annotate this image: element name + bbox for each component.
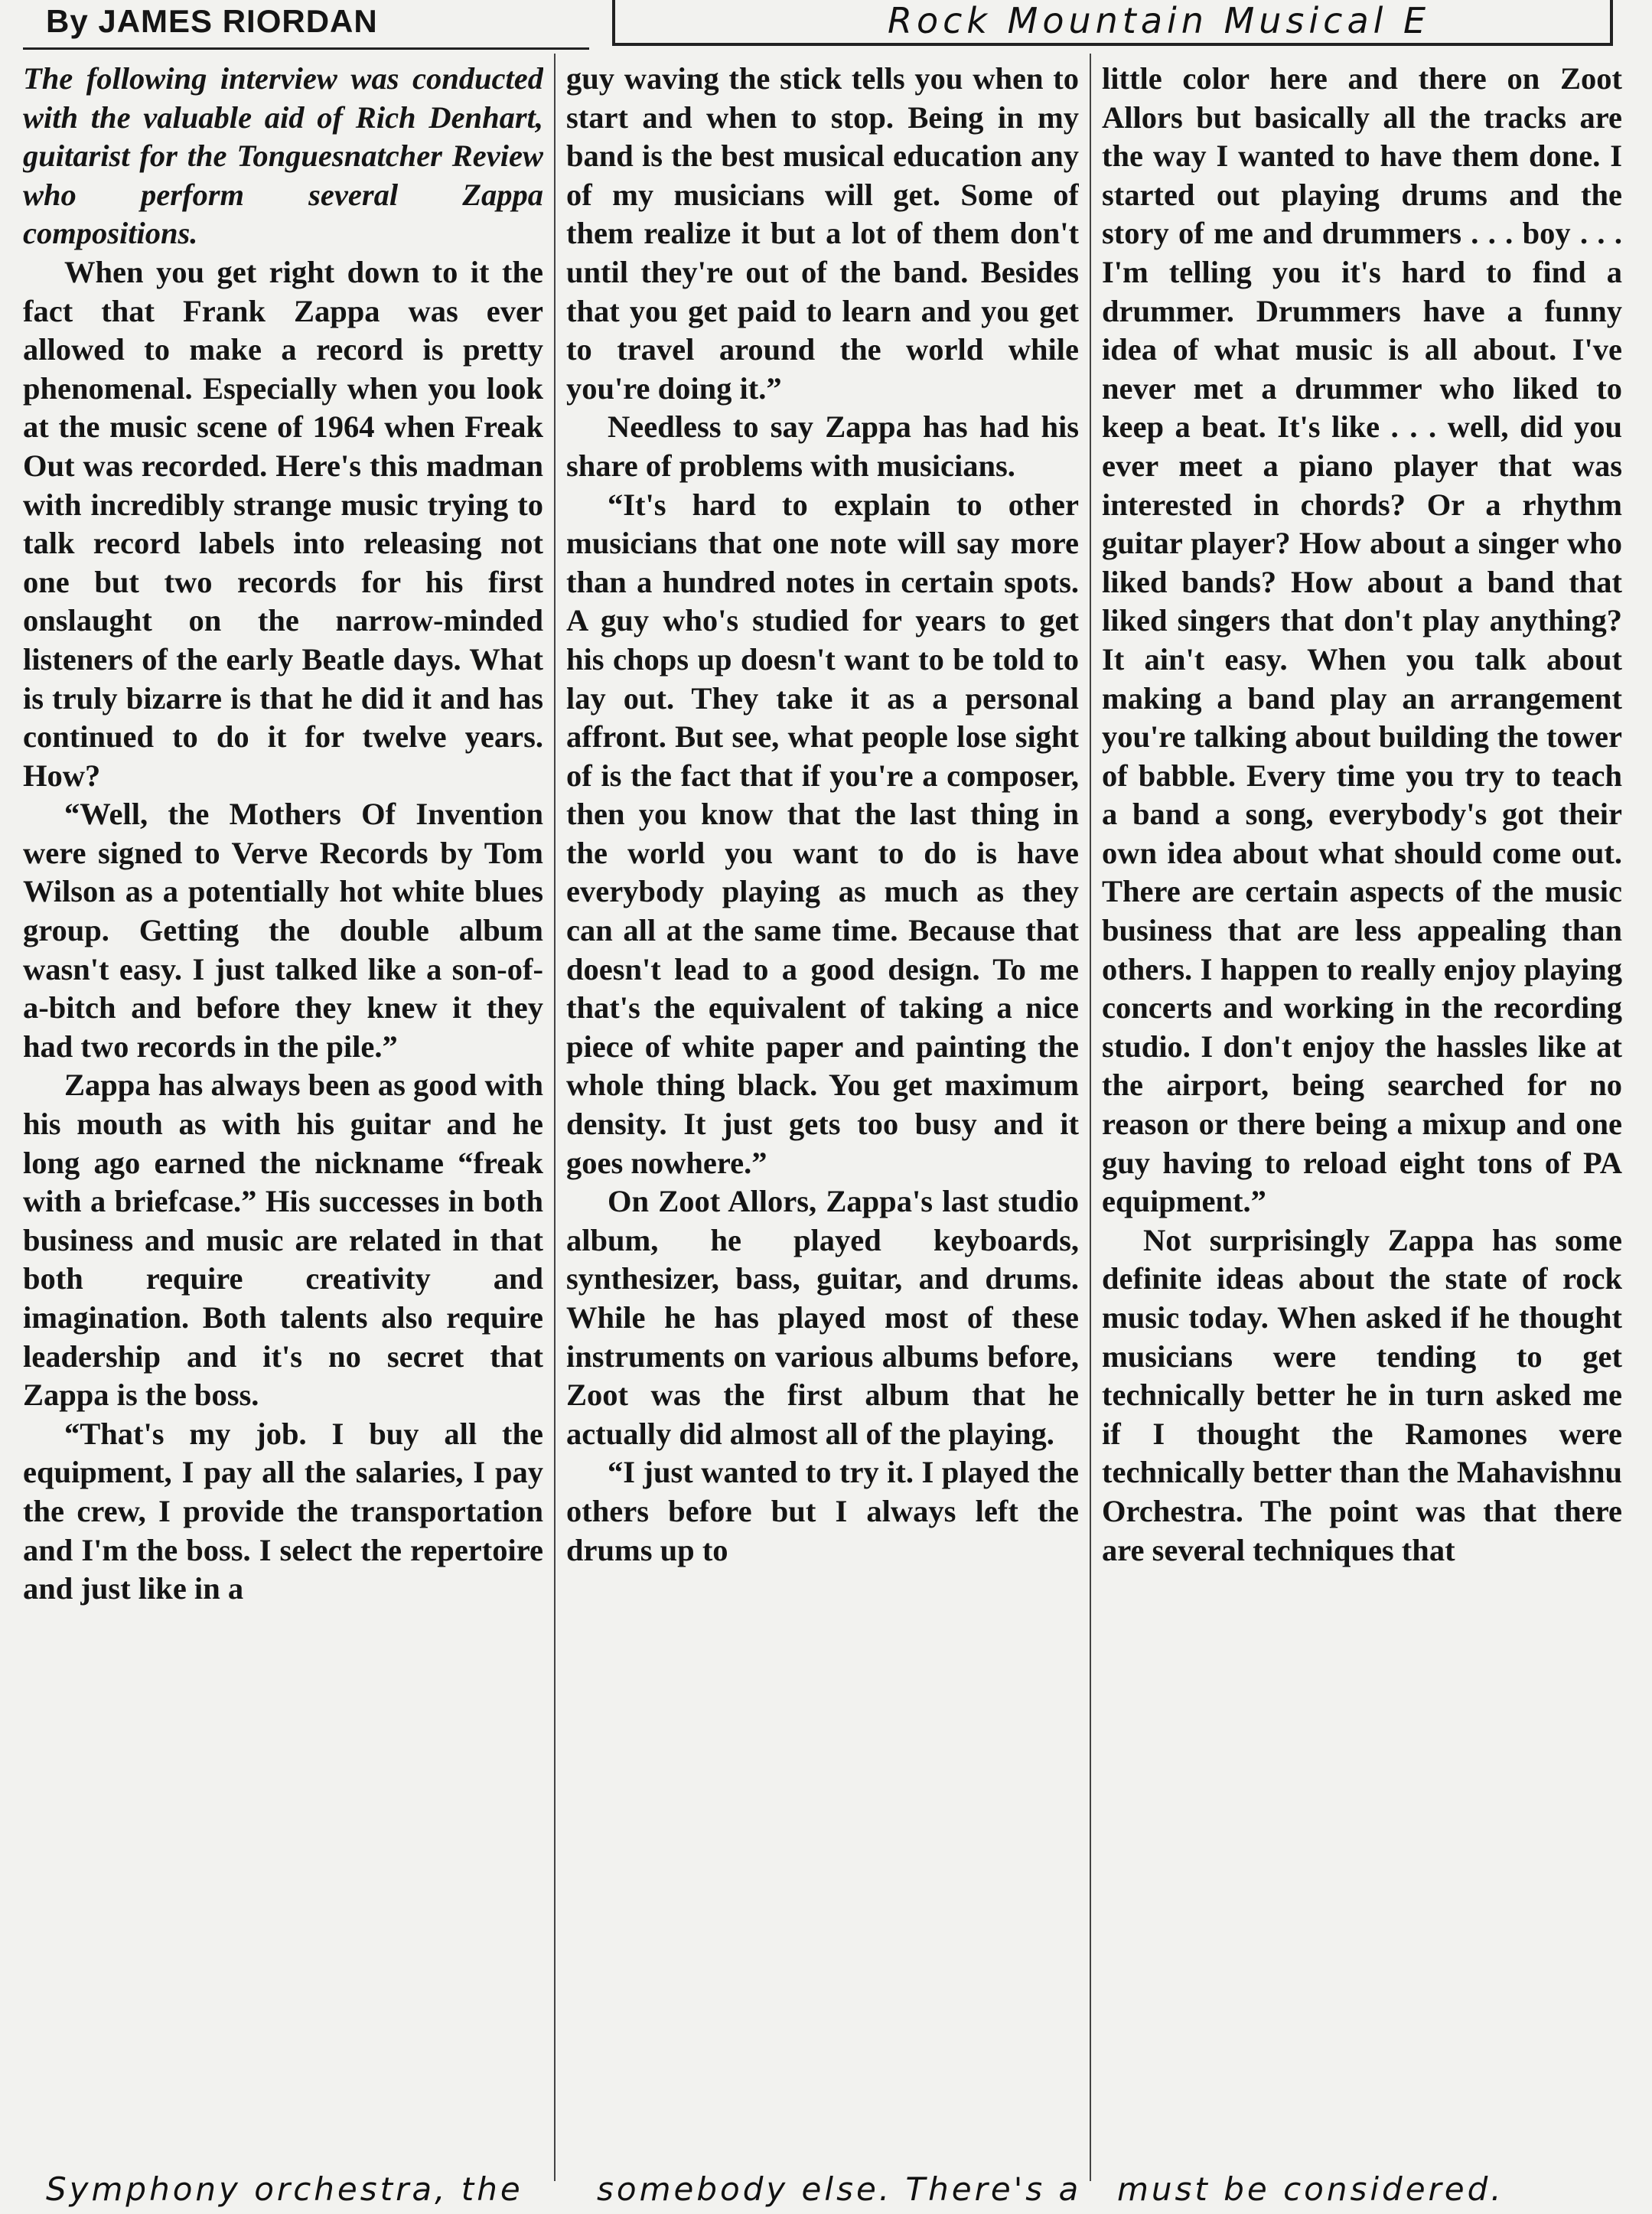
handwritten-footer-col1: Symphony orchestra, the bbox=[46, 2170, 523, 2208]
article-column-2 bbox=[566, 60, 1079, 2157]
intro-paragraph: The following interview was conducted with the valuable aid of Rich Denhart, guitarist for the Tonguesnatcher Review who perform several Zappa compositions. bbox=[23, 61, 543, 251]
byline: By JAMES RIORDAN bbox=[46, 3, 378, 39]
article-paragraph: “It's hard to explain to other musicians that one note will say more than a hundred notes in certain spots. A guy who's studied for years to get his chops up doesn't want to be told to lay out. They take it as a personal affront. But see, what people lose sight of is the fact that if you're a composer, then you know that the last thing in the world you want to do is have everybody playing as much as they can all at the same time. Because that doesn't lead to a good design. To me that's the equivalent of taking a nice piece of white paper and painting the whole thing black. You get maximum density. It just gets too busy and it goes nowhere.” bbox=[566, 487, 1079, 1180]
column-divider bbox=[554, 54, 556, 2181]
article-paragraph: Needless to say Zappa has had his share of problems with musicians. bbox=[566, 409, 1079, 483]
handwritten-footer-col3: must be considered. bbox=[1117, 2170, 1504, 2208]
article-paragraph: On Zoot Allors, Zappa's last studio album, he played keyboards, synthesizer, bass, guitar, and drums. While he has played most of these instruments on various albums before, Zoot was the first album that he actually did almost all of the playing. bbox=[566, 1184, 1079, 1451]
article-paragraph: “That's my job. I buy all the equipment, I pay all the salaries, I pay the crew, I provide the transportation and I'm the boss. I select the repertoire and just like in a bbox=[23, 1416, 543, 1606]
handwritten-title: Rock Mountain Musical E bbox=[888, 0, 1431, 41]
column-divider bbox=[1090, 54, 1091, 2181]
article-column-1 bbox=[23, 60, 543, 2157]
article-paragraph: “I just wanted to try it. I played the others before but I always left the drums up to bbox=[566, 1455, 1079, 1567]
handwritten-footer bbox=[31, 2170, 1630, 2213]
article-paragraph: Zappa has always been as good with his mouth as with his guitar and he long ago earned the nickname “freak with a briefcase.” His successes in both business and music are related in that both require creativity and imagination. Both talents also require leadership and it's no secret that Zappa is the boss. bbox=[23, 1068, 543, 1413]
handwritten-footer-col2: somebody else. There's a bbox=[597, 2170, 1082, 2208]
article-paragraph: Not surprisingly Zappa has some definite ideas about the state of rock music today. When asked if he thought musicians were tending to get technically better he in turn asked me if I thought the Ramones were technically better than the Mahavishnu Orchestra. The point was that there are several techniques that bbox=[1102, 1222, 1622, 1567]
article-paragraph: “Well, the Mothers Of Invention were signed to Verve Records by Tom Wilson as a potentially hot white blues group. Getting the double album wasn't easy. I just talked like a son-of-a-bitch and before they knew it they had two records in the pile.” bbox=[23, 797, 543, 1064]
article-paragraph: When you get right down to it the fact that Frank Zappa was ever allowed to make a record is pretty phenomenal. Especially when you look at the music scene of 1964 when Freak Out was recorded. Here's this madman with incredibly strange music trying to talk record labels into releasing not one but two records for his first onslaught on the narrow-minded listeners of the early Beatle days. What is truly bizarre is that he did it and has continued to do it for twelve years. How? bbox=[23, 254, 543, 793]
article-paragraph: guy waving the stick tells you when to start and when to stop. Being in my band is the best musical education any of my musicians will get. Some of them realize it but a lot of them don't until they're out of the band. Besides that you get paid to learn and you get to travel around the world while you're doing it.” bbox=[566, 61, 1079, 406]
byline-rule bbox=[23, 47, 589, 50]
article-paragraph: little color here and there on Zoot Allors but basically all the tracks are the way I wanted to have them done. I started out playing drums and the story of me and drummers . . . boy . . . I'm telling you it's hard to find a drummer. Drummers have a funny idea of what music is all about. I've never met a drummer who liked to keep a beat. It's like . . . well, did you ever meet a piano player that was interested in chords? Or a rhythm guitar player? How about a singer who liked bands? How about a band that liked singers that don't play anything? It ain't easy. When you talk about making a band play an arrangement you're talking about building the tower of babble. Every time you try to teach a band a song, everybody's got their own idea about what should come out. There are certain aspects of the music business that are less appealing than others. I happen to really enjoy playing concerts and working in the recording studio. I don't enjoy the hassles like at the airport, being searched for no reason or there being a mixup and one guy having to reload eight tons of PA equipment.” bbox=[1102, 61, 1622, 1219]
article-column-3 bbox=[1102, 60, 1622, 2157]
